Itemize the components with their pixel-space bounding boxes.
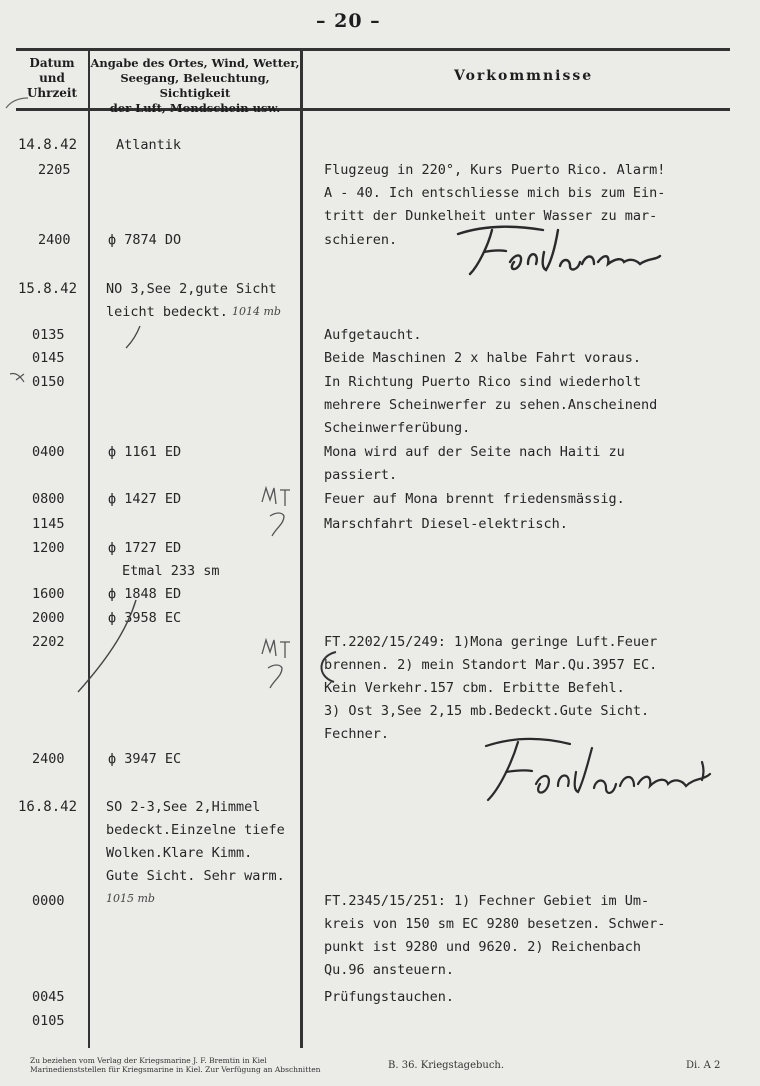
weather-entry: bedeckt.Einzelne tiefe bbox=[106, 822, 285, 838]
weather-entry: leicht bedeckt. bbox=[106, 304, 228, 320]
footer-publisher: Zu beziehen vom Verlag der Kriegsmarine J. F. Bremtin in Kiel Marinedienststellen für Kriegsmarine in Kiel. Zur Verfügung an Abschnitten bbox=[30, 1056, 321, 1074]
date-entry: 15.8.42 bbox=[18, 281, 78, 297]
time-entry: 0000 bbox=[32, 893, 65, 909]
position-entry: ф 1848 ED bbox=[108, 586, 182, 602]
pencil-tick-mark bbox=[2, 88, 32, 118]
event-text: passiert. bbox=[324, 467, 398, 483]
footer-code: Di. A 2 bbox=[686, 1060, 721, 1071]
event-text: schieren. bbox=[324, 232, 398, 248]
time-entry: 0150 bbox=[32, 374, 65, 390]
date-entry: 14.8.42 bbox=[18, 137, 78, 153]
weather-entry: Wolken.Klare Kimm. bbox=[106, 845, 253, 861]
time-entry: 1145 bbox=[32, 516, 65, 532]
event-text: A - 40. Ich entschliesse mich bis zum Ein- bbox=[324, 185, 666, 201]
date-entry: 16.8.42 bbox=[18, 799, 78, 815]
event-text: In Richtung Puerto Rico sind wiederholt bbox=[324, 374, 641, 390]
header-place-column: Angabe des Ortes, Wind, Wetter, Seegang, Beleuchtung, Sichtigkeit der Luft, Mondschein usw. bbox=[90, 56, 300, 115]
header-top-rule bbox=[16, 48, 730, 51]
pencil-strike-mark bbox=[118, 322, 148, 352]
time-entry: 2205 bbox=[38, 162, 71, 178]
event-text: Mona wird auf der Seite nach Haiti zu bbox=[324, 444, 625, 460]
event-text: Flugzeug in 220°, Kurs Puerto Rico. Alarm! bbox=[324, 162, 666, 178]
time-entry: 1600 bbox=[32, 586, 65, 602]
event-text: Feuer auf Mona brennt friedensmässig. bbox=[324, 491, 625, 507]
etmal-entry: Etmal 233 sm bbox=[122, 563, 220, 579]
time-entry: 0045 bbox=[32, 989, 65, 1005]
position-entry: ф 1727 ED bbox=[108, 540, 182, 556]
radio-message-text: brennen. 2) mein Standort Mar.Qu.3957 EC. bbox=[324, 657, 658, 673]
footer-form-id: B. 36. Kriegstagebuch. bbox=[388, 1060, 505, 1071]
pressure-note: 1014 mb bbox=[232, 305, 281, 318]
position-entry: ф 7874 DO bbox=[108, 232, 182, 248]
pressure-note: 1015 mb bbox=[106, 892, 155, 905]
radio-message-text: punkt ist 9280 und 9620. 2) Reichenbach bbox=[324, 939, 641, 955]
pencil-bracket-mark bbox=[310, 646, 340, 686]
time-entry: 0135 bbox=[32, 327, 65, 343]
radio-message-text: kreis von 150 sm EC 9280 besetzen. Schwer- bbox=[324, 916, 666, 932]
time-entry: 0105 bbox=[32, 1013, 65, 1029]
margin-initials bbox=[256, 482, 296, 542]
event-text: Scheinwerferübung. bbox=[324, 420, 471, 436]
weather-entry: SO 2-3,See 2,Himmel bbox=[106, 799, 261, 815]
signature-handwritten bbox=[466, 732, 716, 812]
column-divider-2 bbox=[300, 48, 303, 1048]
time-entry: 0400 bbox=[32, 444, 65, 460]
event-text: mehrere Scheinwerfer zu sehen.Anscheinend bbox=[324, 397, 658, 413]
margin-initials bbox=[256, 632, 296, 696]
event-text: Aufgetaucht. bbox=[324, 327, 422, 343]
header-events-column: Vorkommnisse bbox=[454, 68, 594, 84]
event-text: tritt der Dunkelheit unter Wasser zu mar- bbox=[324, 208, 658, 224]
event-text: Beide Maschinen 2 x halbe Fahrt voraus. bbox=[324, 350, 641, 366]
time-entry: 2400 bbox=[38, 232, 71, 248]
pencil-strike-mark bbox=[72, 596, 142, 696]
radio-message-text: Qu.96 ansteuern. bbox=[324, 962, 455, 978]
time-entry: 0800 bbox=[32, 491, 65, 507]
radio-message-text: Kein Verkehr.157 cbm. Erbitte Befehl. bbox=[324, 680, 625, 696]
position-entry: ф 3947 EC bbox=[108, 751, 182, 767]
page-number: – 20 – bbox=[316, 10, 381, 32]
weather-entry: Gute Sicht. Sehr warm. bbox=[106, 868, 285, 884]
position-entry: ф 1427 ED bbox=[108, 491, 182, 507]
radio-message-text: 3) Ost 3,See 2,15 mb.Bedeckt.Gute Sicht. bbox=[324, 703, 650, 719]
time-entry: 2000 bbox=[32, 610, 65, 626]
header-date-column: Datum und Uhrzeit bbox=[26, 56, 78, 100]
signature-handwritten bbox=[448, 216, 668, 286]
column-divider-1 bbox=[88, 48, 90, 1048]
pencil-tick-mark bbox=[6, 360, 36, 390]
event-text: Marschfahrt Diesel-elektrisch. bbox=[324, 516, 568, 532]
weather-entry: NO 3,See 2,gute Sicht bbox=[106, 281, 277, 297]
radio-message-text: FT.2345/15/251: 1) Fechner Gebiet im Um- bbox=[324, 893, 650, 909]
position-entry: ф 3958 EC bbox=[108, 610, 182, 626]
radio-message-text: FT.2202/15/249: 1)Mona geringe Luft.Feuer bbox=[324, 634, 658, 650]
position-entry: ф 1161 ED bbox=[108, 444, 182, 460]
time-entry: 2202 bbox=[32, 634, 65, 650]
place-entry: Atlantik bbox=[116, 137, 182, 153]
time-entry: 2400 bbox=[32, 751, 65, 767]
time-entry: 0145 bbox=[32, 350, 65, 366]
time-entry: 1200 bbox=[32, 540, 65, 556]
event-text: Prüfungstauchen. bbox=[324, 989, 455, 1005]
radio-message-text: Fechner. bbox=[324, 726, 390, 742]
